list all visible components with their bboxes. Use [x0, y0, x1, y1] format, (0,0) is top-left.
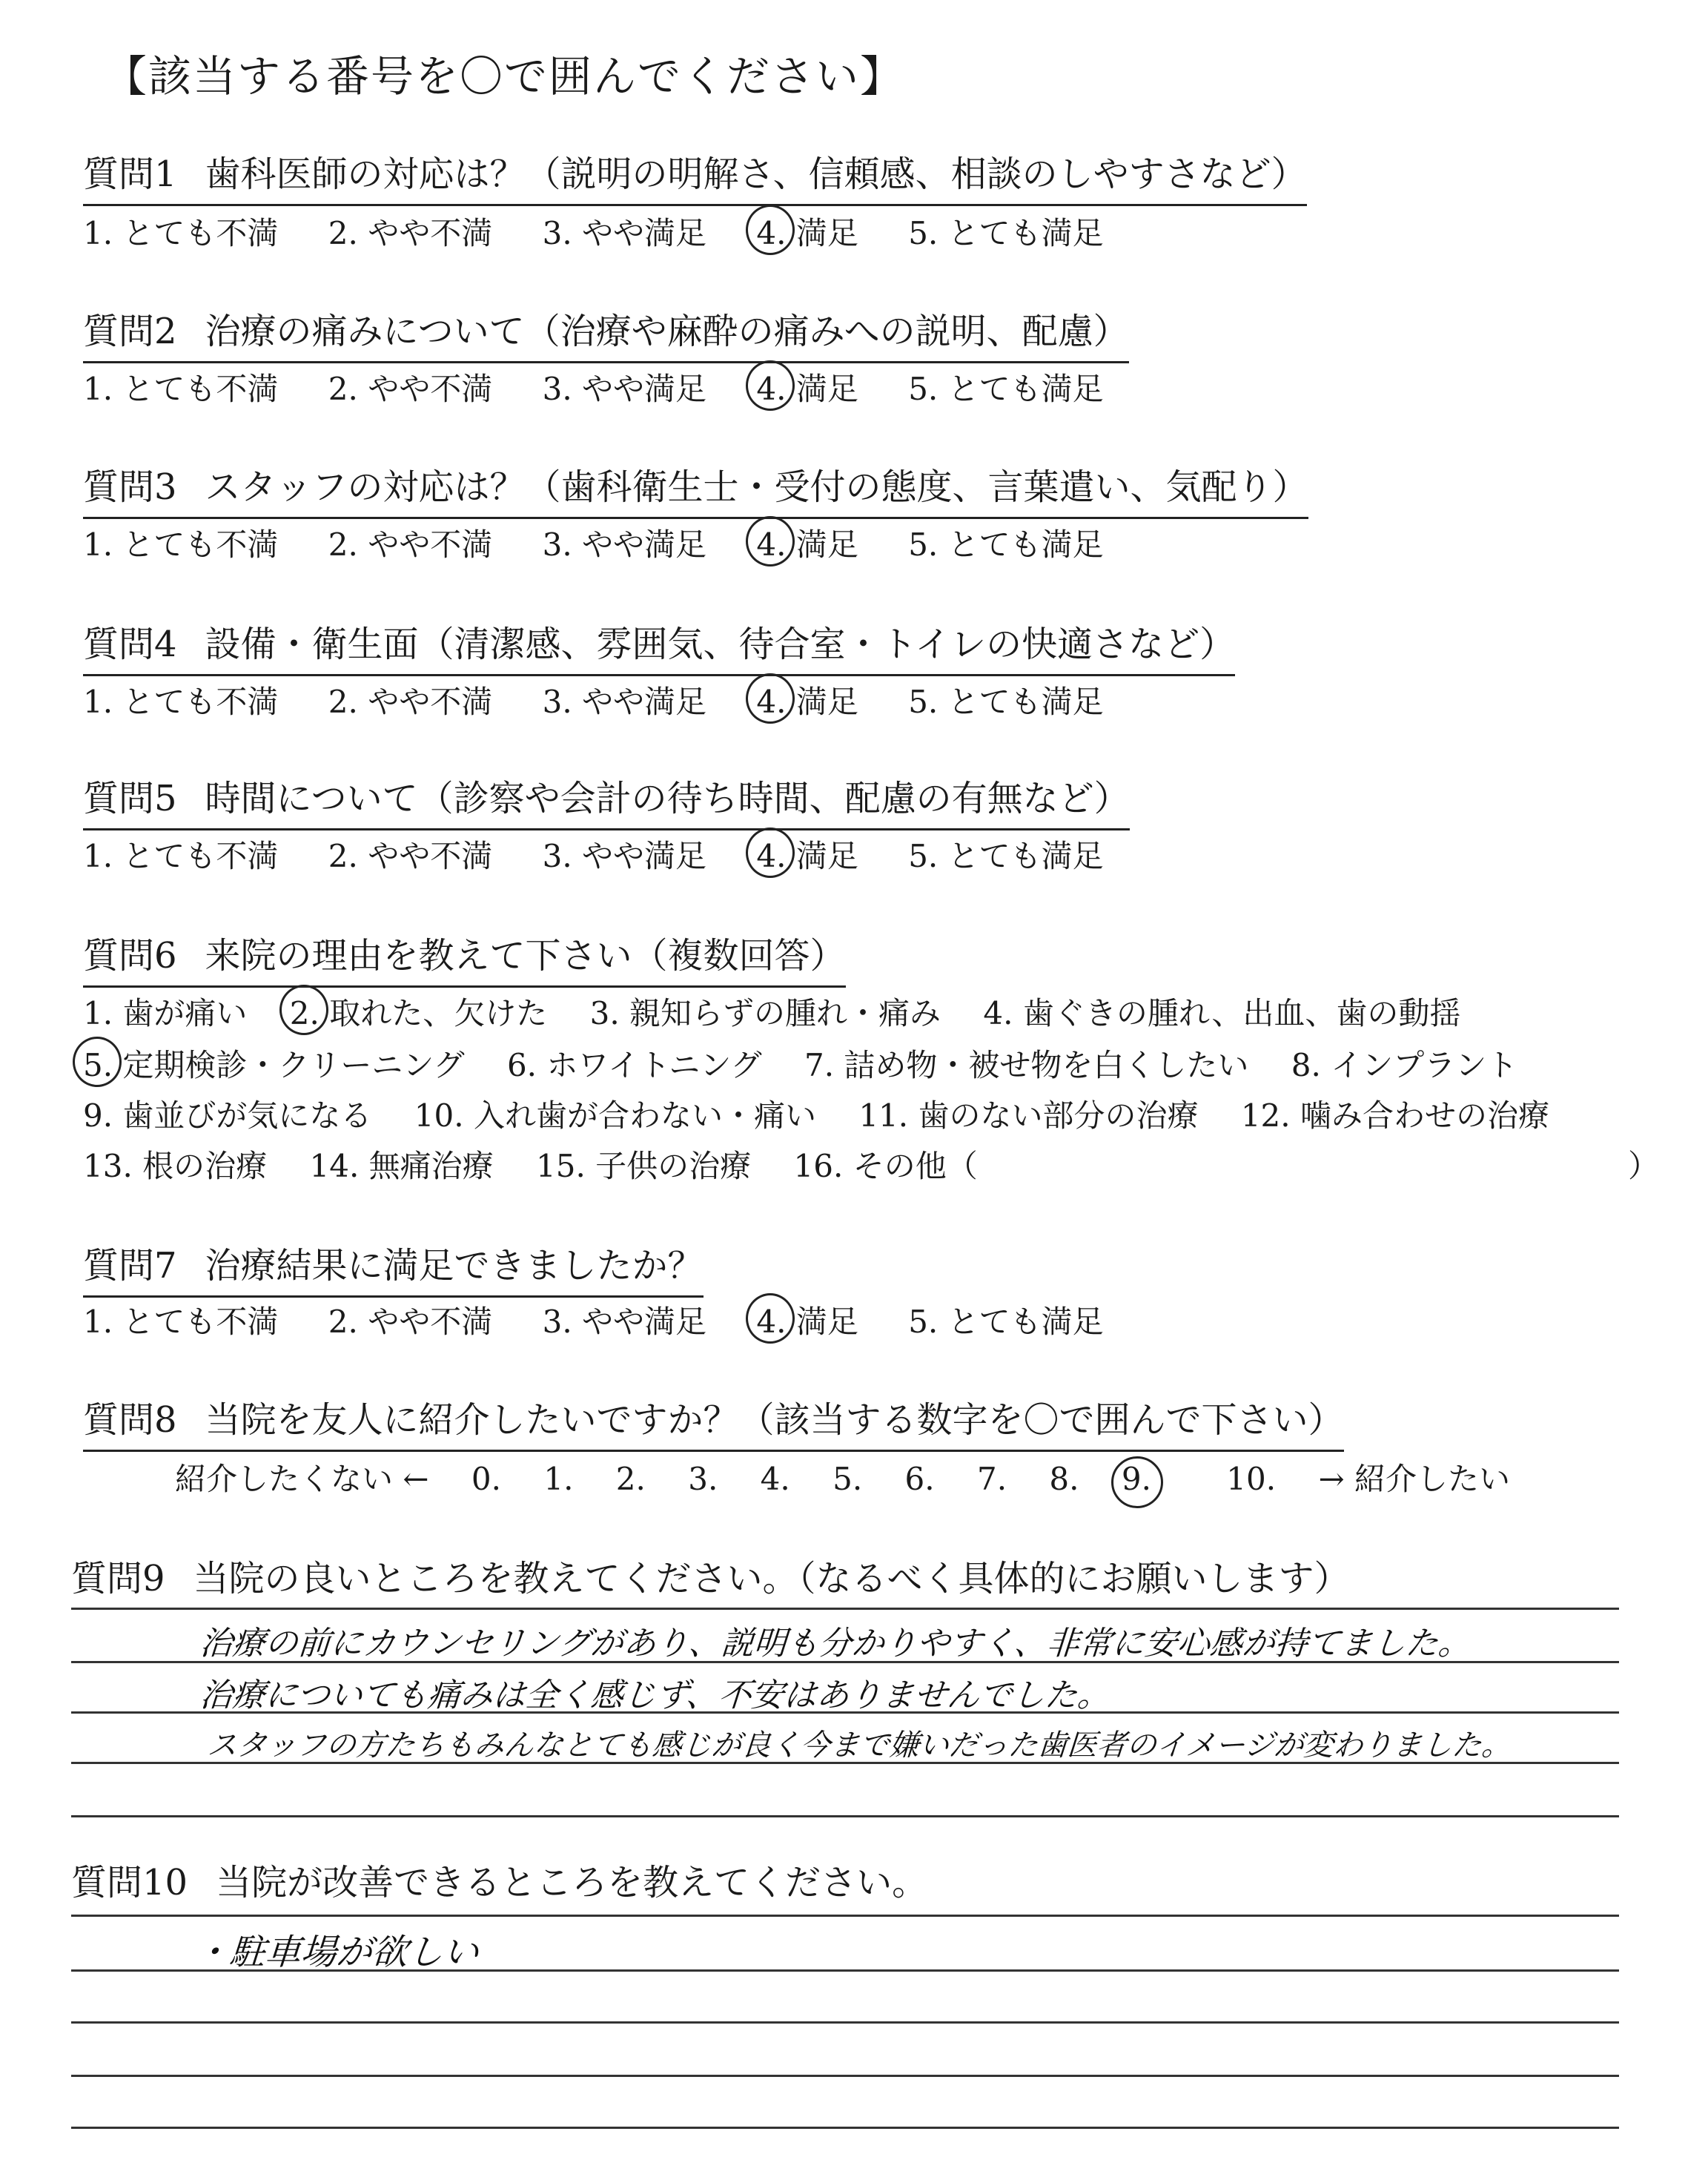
- selection-circle: [746, 516, 795, 567]
- selection-circle: [746, 673, 795, 724]
- answer-line: [71, 2021, 1619, 2024]
- question-number: 質問8: [83, 1399, 177, 1441]
- question-text: 時間について（診察や会計の待ち時間、配慮の有無など）: [205, 778, 1130, 819]
- reason-option-13[interactable]: 13. 根の治療: [83, 1148, 268, 1184]
- scale-6[interactable]: 6.: [904, 1461, 935, 1497]
- scale-9-selected[interactable]: 9.: [1122, 1461, 1184, 1497]
- option-5[interactable]: 5. とても満足: [908, 1304, 1104, 1340]
- question-number: 質問6: [83, 935, 177, 977]
- question-number: 質問4: [83, 624, 177, 665]
- option-4-selected[interactable]: 4. 満足: [756, 678, 858, 722]
- option-3[interactable]: 3. やや満足: [542, 684, 707, 720]
- scale-right-label: → 紹介したい: [1318, 1461, 1510, 1497]
- option-2[interactable]: 2. やや不満: [328, 684, 493, 720]
- selection-circle: [279, 985, 328, 1035]
- question-text: 当院の良いところを教えてください。（なるべく具体的にお願いします）: [193, 1558, 1350, 1599]
- option-1[interactable]: 1. とても不満: [83, 1304, 279, 1340]
- reason-option-7[interactable]: 7. 詰め物・被せ物を白くしたい: [804, 1047, 1249, 1083]
- selection-circle: [746, 1293, 795, 1344]
- question-6-options-row-3: [83, 1091, 1582, 1136]
- question-4-heading: [83, 615, 1235, 676]
- option-4-selected[interactable]: 4. 満足: [756, 832, 858, 876]
- reason-option-6[interactable]: 6. ホワイトニング: [506, 1047, 762, 1083]
- scale-1[interactable]: 1.: [543, 1461, 574, 1497]
- scale-2[interactable]: 2.: [615, 1461, 646, 1497]
- scale-0[interactable]: 0.: [471, 1461, 501, 1497]
- option-2[interactable]: 2. やや不満: [328, 838, 493, 874]
- option-1[interactable]: 1. とても不満: [83, 684, 279, 720]
- option-5[interactable]: 5. とても満足: [908, 371, 1104, 407]
- option-3[interactable]: 3. やや満足: [542, 526, 707, 563]
- answer-line: [71, 1608, 1619, 1610]
- question-text: スタッフの対応は？（歯科衛生士・受付の態度、言葉遣い、気配り）: [205, 466, 1308, 508]
- question-1-heading: [83, 145, 1307, 206]
- question-number: 質問1: [83, 153, 177, 195]
- page-title: 【該当する番号を〇で囲んでください】: [104, 51, 905, 102]
- question-2-heading: [83, 303, 1129, 363]
- scale-4[interactable]: 4.: [760, 1461, 790, 1497]
- selection-circle: [73, 1037, 122, 1087]
- question-7-options: [83, 1298, 1144, 1342]
- question-10-heading: [71, 1854, 927, 1905]
- reason-option-10[interactable]: 10. 入れ歯が合わない・痛い: [414, 1097, 816, 1134]
- scale-3[interactable]: 3.: [688, 1461, 718, 1497]
- reason-option-14[interactable]: 14. 無痛治療: [309, 1148, 494, 1184]
- handwritten-answer-line: 治療の前にカウンセリングがあり、説明も分かりやすく、非常に安心感が持てました。: [198, 1625, 1472, 1662]
- option-1[interactable]: 1. とても不満: [83, 838, 279, 874]
- option-2[interactable]: 2. やや不満: [328, 1304, 493, 1340]
- option-5[interactable]: 5. とても満足: [908, 215, 1104, 251]
- question-number: 質問2: [83, 311, 177, 352]
- recommend-scale: [175, 1455, 1543, 1499]
- question-6-options-row-1: [83, 989, 1493, 1034]
- reason-option-16[interactable]: 16. その他（: [793, 1148, 978, 1184]
- option-4-selected[interactable]: 4. 満足: [756, 521, 858, 565]
- answer-line: [71, 1815, 1619, 1817]
- option-5[interactable]: 5. とても満足: [908, 526, 1104, 563]
- scale-7[interactable]: 7.: [976, 1461, 1007, 1497]
- option-4-selected[interactable]: 4. 満足: [756, 365, 858, 409]
- question-9-heading: [71, 1550, 1350, 1601]
- selection-circle: [746, 205, 795, 255]
- option-3[interactable]: 3. やや満足: [542, 215, 707, 251]
- question-8-heading: [83, 1391, 1344, 1452]
- option-2[interactable]: 2. やや不満: [328, 371, 493, 407]
- reason-option-11[interactable]: 11. 歯のない部分の治療: [858, 1097, 1199, 1134]
- question-2-options: [83, 365, 1144, 409]
- scale-10[interactable]: 10.: [1226, 1461, 1277, 1497]
- selection-circle: [746, 360, 795, 411]
- scale-left-label: 紹介したくない ←: [175, 1461, 429, 1497]
- question-6-options-row-2: [83, 1041, 1550, 1086]
- question-number: 質問10: [71, 1862, 188, 1903]
- question-number: 質問7: [83, 1245, 177, 1287]
- question-text: 当院が改善できるところを教えてください。: [216, 1862, 928, 1903]
- question-6-heading: [83, 927, 846, 988]
- handwritten-answer-line: 治療についても痛みは全く感じず、不安はありませんでした。: [198, 1677, 1112, 1714]
- reason-option-8[interactable]: 8. インプラント: [1291, 1047, 1518, 1083]
- reason-option-2-selected[interactable]: 2. 取れた、欠けた: [290, 989, 547, 1034]
- question-5-options: [83, 832, 1144, 876]
- option-3[interactable]: 3. やや満足: [542, 1304, 707, 1340]
- option-3[interactable]: 3. やや満足: [542, 838, 707, 874]
- question-5-heading: [83, 770, 1130, 830]
- handwritten-answer-line: スタッフの方たちもみんなとても感じが良く今まで嫌いだった歯医者のイメージが変わりました。: [206, 1728, 1513, 1763]
- question-3-heading: [83, 458, 1308, 519]
- scale-8[interactable]: 8.: [1049, 1461, 1079, 1497]
- other-close-paren: ）: [1628, 1148, 1660, 1184]
- answer-line: [71, 2127, 1619, 2129]
- option-3[interactable]: 3. やや満足: [542, 371, 707, 407]
- option-2[interactable]: 2. やや不満: [328, 215, 493, 251]
- question-1-options: [83, 209, 1144, 254]
- reason-option-1[interactable]: 1. 歯が痛い: [83, 995, 248, 1031]
- question-text: 設備・衛生面（清潔感、雰囲気、待合室・トイレの快適さなど）: [205, 624, 1236, 665]
- question-number: 質問3: [83, 466, 177, 508]
- reason-option-3[interactable]: 3. 親知らずの腫れ・痛み: [589, 995, 941, 1031]
- question-number: 質問5: [83, 778, 177, 819]
- reason-option-5-selected[interactable]: 5. 定期検診・クリーニング: [83, 1041, 465, 1086]
- reason-option-4[interactable]: 4. 歯ぐきの腫れ、出血、歯の動揺: [983, 995, 1461, 1031]
- reason-option-15[interactable]: 15. 子供の治療: [536, 1148, 752, 1184]
- option-4-selected[interactable]: 4. 満足: [756, 209, 858, 254]
- question-text: 治療結果に満足できましたか？: [205, 1245, 704, 1287]
- option-1[interactable]: 1. とても不満: [83, 371, 279, 407]
- question-7-heading: [83, 1237, 704, 1298]
- question-text: 治療の痛みについて（治療や麻酔の痛みへの説明、配慮）: [205, 311, 1129, 352]
- question-3-options: [83, 521, 1144, 565]
- question-text: 来院の理由を教えて下さい（複数回答）: [205, 935, 846, 977]
- answer-line: [71, 2075, 1619, 2077]
- handwritten-answer-line: ・駐車場が欲しい: [192, 1932, 480, 1973]
- option-1[interactable]: 1. とても不満: [83, 215, 279, 251]
- question-text: 当院を友人に紹介したいですか？（該当する数字を〇で囲んで下さい）: [205, 1399, 1344, 1441]
- question-text: 歯科医師の対応は？（説明の明解さ、信頼感、相談のしやすさなど）: [205, 153, 1307, 195]
- question-6-options-row-4: [83, 1142, 1010, 1186]
- option-1[interactable]: 1. とても不満: [83, 526, 279, 563]
- option-5[interactable]: 5. とても満足: [908, 684, 1104, 720]
- option-2[interactable]: 2. やや不満: [328, 526, 493, 563]
- reason-option-9[interactable]: 9. 歯並びが気になる: [83, 1097, 372, 1134]
- reason-option-12[interactable]: 12. 噛み合わせの治療: [1240, 1097, 1549, 1134]
- selection-circle: [746, 828, 795, 878]
- question-4-options: [83, 678, 1144, 722]
- option-5[interactable]: 5. とても満足: [908, 838, 1104, 874]
- answer-line: [71, 1915, 1619, 1917]
- question-number: 質問9: [71, 1558, 165, 1599]
- scale-5[interactable]: 5.: [833, 1461, 863, 1497]
- option-4-selected[interactable]: 4. 満足: [756, 1298, 858, 1342]
